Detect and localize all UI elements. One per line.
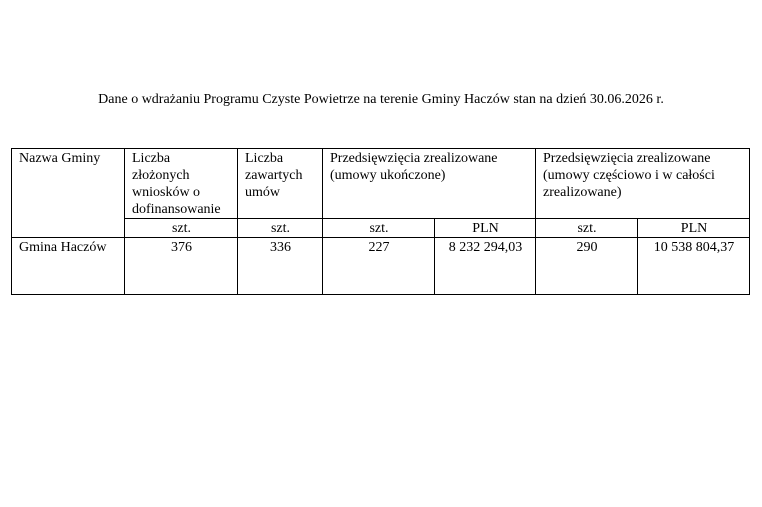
header-contracts: Liczba zawartych umów	[238, 149, 323, 219]
unit-completed-amount: PLN	[435, 219, 536, 238]
cell-partial-count: 290	[536, 238, 638, 295]
cell-completed-count: 227	[323, 238, 435, 295]
table-header-row	[12, 149, 750, 219]
table-row	[12, 238, 750, 295]
cell-applications: 376	[125, 238, 238, 295]
header-name: Nazwa Gminy	[12, 149, 125, 238]
cell-name: Gmina Haczów	[12, 238, 125, 295]
header-completed: Przedsięwzięcia zrealizowane (umowy ukończone)	[323, 149, 536, 219]
data-table	[11, 148, 750, 295]
unit-partial-amount: PLN	[638, 219, 750, 238]
unit-completed-count: szt.	[323, 219, 435, 238]
header-completed-partial: Przedsięwzięcia zrealizowane (umowy częściowo i w całości zrealizowane)	[536, 149, 750, 219]
unit-contracts: szt.	[238, 219, 323, 238]
cell-completed-amount: 8 232 294,03	[435, 238, 536, 295]
cell-contracts: 336	[238, 238, 323, 295]
header-applications: Liczba złożonych wniosków o dofinansowanie	[125, 149, 238, 219]
unit-partial-count: szt.	[536, 219, 638, 238]
unit-applications: szt.	[125, 219, 238, 238]
page-title: Dane o wdrażaniu Programu Czyste Powietrze na terenie Gminy Haczów stan na dzień 30.06.2026 r.	[98, 92, 664, 107]
cell-partial-amount: 10 538 804,37	[638, 238, 750, 295]
